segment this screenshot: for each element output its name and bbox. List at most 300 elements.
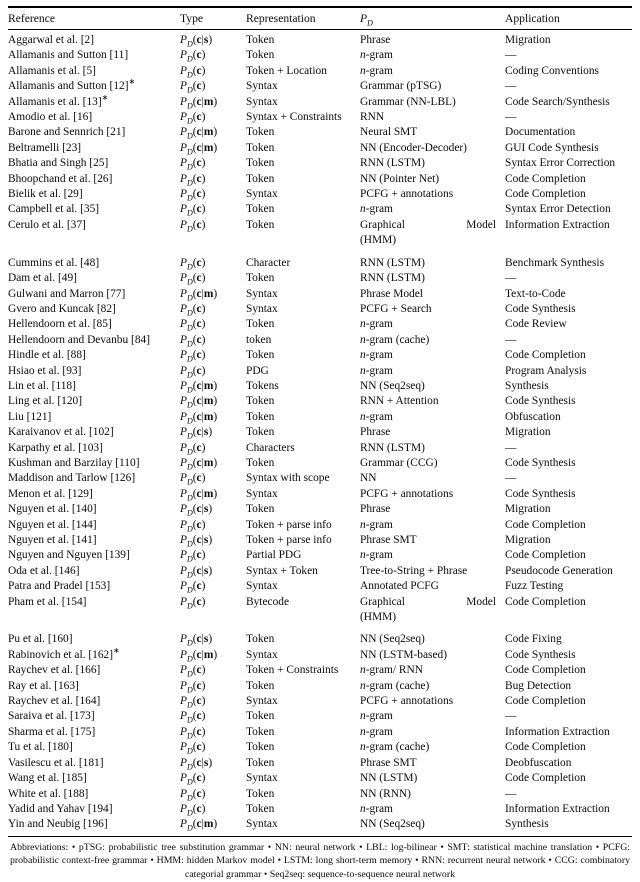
cell-representation: Syntax — [246, 487, 278, 500]
cell-model: NN — [360, 472, 377, 485]
cell-reference: Nguyen and Nguyen [139] — [8, 549, 130, 562]
cell-type: $P_D(c|s)$ — [180, 564, 213, 580]
cell-model: n-gram — [360, 203, 393, 216]
cell-reference: Bhatia and Singh [25] — [8, 157, 109, 170]
cell-type: $P_D(c)$ — [180, 157, 206, 172]
cell-model: Phrase — [360, 34, 391, 46]
cell-model: Phrase Model — [360, 287, 423, 300]
cell-application: Syntax Error Correction — [505, 157, 616, 170]
cell-application: Code Fixing — [505, 633, 562, 646]
cell-model: n-gram — [360, 802, 393, 815]
cell-application: Migration — [505, 503, 551, 516]
cell-reference: Campbell et al. [35] — [8, 203, 100, 216]
cell-representation: Syntax — [246, 287, 278, 300]
cell-model: PCFG + annotations — [360, 188, 454, 201]
cell-reference: Tu et al. [180] — [8, 741, 73, 754]
cell-reference: Allamanis et al. [5] — [8, 64, 96, 77]
cell-application: Code Completion — [505, 188, 586, 201]
cell-model: Phrase SMT — [360, 534, 417, 546]
cell-model: n-gram — [360, 710, 393, 723]
cell-type: $P_D(c)$ — [180, 172, 206, 187]
cell-representation: Token — [246, 787, 275, 800]
table-row — [8, 548, 632, 563]
cell-type: $P_D(c)$ — [180, 741, 206, 756]
cell-model: RNN (LSTM) — [360, 272, 425, 285]
table-row — [8, 156, 632, 171]
cell-reference: Cerulo et al. [37] — [8, 218, 86, 231]
table-row — [8, 364, 632, 379]
cell-type: $P_D(c|m)$ — [180, 379, 218, 395]
cell-application: Bug Detection — [505, 679, 572, 692]
cell-representation: PDG — [246, 364, 269, 377]
cell-application: — — [505, 472, 517, 485]
col-header-application: Application — [505, 7, 632, 30]
col-header-model: $P_D$ — [360, 7, 505, 30]
table-row — [8, 141, 632, 156]
cell-application: — — [505, 80, 517, 93]
cell-application: Migration — [505, 534, 551, 546]
cell-application: Code Search/Synthesis — [505, 95, 610, 108]
cell-type: $P_D(c|s)$ — [180, 633, 213, 648]
table-row — [8, 218, 632, 256]
table-row — [8, 756, 632, 771]
cell-model: n-gram — [360, 364, 393, 377]
cell-type: $P_D(c|s)$ — [180, 534, 213, 549]
cell-type: $P_D(c)$ — [180, 802, 206, 818]
cell-reference: Allamanis and Sutton [11] — [8, 49, 129, 62]
cell-type: $P_D(c)$ — [180, 272, 206, 287]
cell-model: n-gram — [360, 725, 393, 738]
cell-reference: Rabinovich et al. [162]∗ — [8, 647, 120, 661]
cell-type: $P_D(c|s)$ — [180, 34, 213, 49]
cell-type: $P_D(c)$ — [180, 188, 206, 203]
cell-application: Benchmark Synthesis — [505, 256, 605, 269]
cell-model: n-gram — [360, 549, 393, 562]
cell-type: $P_D(c|s)$ — [180, 426, 213, 441]
cell-application: Code Synthesis — [505, 456, 576, 469]
table-row — [8, 172, 632, 187]
cell-type: $P_D(c)$ — [180, 787, 206, 802]
table-row — [8, 787, 632, 802]
cell-reference: Maddison and Tarlow [126] — [8, 472, 136, 485]
abbreviations-note: Abbreviations: • pTSG: probabilistic tree substitution grammar • NN: neural network • LBL: log-bilinear • SMT: statistical machine translation • PCFG: probabilistic context-free grammar • HMM: hidden Markov model • LSTM: long short-term memory • RNN: recurrent neural network • CCG: combinatory categorial grammar • Seq2seq: sequence-to-sequence neural network — [10, 841, 630, 880]
cell-type: $P_D(c)$ — [180, 710, 206, 725]
table-row — [8, 110, 632, 125]
cell-representation: Token — [246, 426, 275, 439]
cell-type: $P_D(c)$ — [180, 64, 206, 80]
table-row — [8, 125, 632, 140]
cell-type: $P_D(c|s)$ — [180, 503, 213, 518]
cell-representation: Token — [246, 410, 275, 423]
cell-application: — — [505, 272, 517, 285]
cell-model: n-gram — [360, 518, 393, 531]
cell-representation: Token + Location — [246, 64, 327, 77]
cell-model: PCFG + annotations — [360, 487, 454, 500]
cell-application: — — [505, 787, 517, 800]
table-row — [8, 287, 632, 302]
cell-reference: Yin and Neubig [196] — [8, 818, 108, 831]
table-row — [8, 425, 632, 440]
cell-representation: Syntax — [246, 772, 278, 785]
cell-representation: Token — [246, 126, 275, 139]
cell-type: $P_D(c|m)$ — [180, 95, 218, 110]
cell-application: Documentation — [505, 126, 576, 139]
cell-type: $P_D(c)$ — [180, 518, 206, 533]
cell-model: n-gram — [360, 49, 393, 62]
cell-type: $P_D(c)$ — [180, 218, 206, 234]
cell-application: Code Completion — [505, 518, 586, 531]
cell-type: $P_D(c)$ — [180, 333, 206, 348]
cell-reference: Patra and Pradel [153] — [8, 580, 111, 593]
table-row — [8, 64, 632, 79]
cell-model: Grammar (CCG) — [360, 456, 438, 469]
cell-reference: Nguyen et al. [140] — [8, 503, 97, 516]
col-header-representation: Representation — [246, 7, 360, 30]
cell-model: Graphical Model (HMM) — [360, 218, 496, 247]
cell-type: $P_D(c)$ — [180, 364, 206, 379]
table-row — [8, 348, 632, 363]
cell-reference: Raychev et al. [164] — [8, 695, 101, 708]
cell-model: Grammar (pTSG) — [360, 80, 442, 93]
table-row — [8, 595, 632, 633]
cell-model: NN (Pointer Net) — [360, 172, 440, 185]
cell-representation: Token — [246, 503, 275, 516]
cell-representation: Syntax — [246, 80, 278, 93]
cell-reference: Ray et al. [163] — [8, 679, 79, 692]
cell-type: $P_D(c|s)$ — [180, 756, 213, 771]
cell-application: Information Extraction — [505, 218, 610, 231]
cell-application: GUI Code Synthesis — [505, 141, 599, 154]
cell-representation: Token — [246, 203, 275, 216]
cell-reference: Nguyen et al. [144] — [8, 518, 97, 531]
cell-reference: White et al. [188] — [8, 787, 89, 800]
cell-reference: Bielik et al. [29] — [8, 188, 83, 201]
table-row — [8, 802, 632, 817]
cell-representation: Token + parse info — [246, 518, 332, 531]
cell-reference: Hindle et al. [88] — [8, 349, 86, 362]
cell-application: Code Completion — [505, 595, 586, 608]
cell-model: RNN — [360, 111, 385, 124]
cell-representation: Token — [246, 741, 275, 754]
cell-reference: Karpathy et al. [103] — [8, 441, 103, 454]
cell-representation: Syntax — [246, 95, 278, 108]
cell-application: Code Synthesis — [505, 302, 576, 315]
cell-type: $P_D(c)$ — [180, 472, 206, 487]
cell-reference: Amodio et al. [16] — [8, 111, 93, 124]
table-row — [8, 564, 632, 579]
cell-application: — — [505, 333, 517, 346]
cell-type: $P_D(c)$ — [180, 725, 206, 741]
table-row — [8, 317, 632, 332]
cell-representation: token — [246, 333, 272, 346]
cell-type: $P_D(c)$ — [180, 203, 206, 218]
cell-type: $P_D(c)$ — [180, 49, 206, 64]
cell-representation: Token — [246, 157, 275, 170]
cell-application: Synthesis — [505, 818, 549, 831]
cell-model: n-gram/ RNN — [360, 664, 423, 677]
cell-model: NN (LSTM-based) — [360, 648, 447, 661]
cell-reference: Saraiva et al. [173] — [8, 710, 95, 723]
cell-reference: Hsiao et al. [93] — [8, 364, 82, 377]
cell-model: Phrase — [360, 503, 391, 516]
cell-type: $P_D(c|m)$ — [180, 487, 218, 503]
table-row — [8, 202, 632, 217]
cell-application: Migration — [505, 34, 551, 46]
cell-representation: Characters — [246, 441, 295, 454]
table-row — [8, 817, 632, 836]
cell-application: Code Review — [505, 318, 567, 331]
cell-model: n-gram — [360, 410, 393, 423]
cell-application: Code Synthesis — [505, 648, 576, 661]
cell-model: n-gram — [360, 64, 393, 77]
cell-application: Code Completion — [505, 772, 586, 785]
cell-representation: Token — [246, 710, 275, 723]
table-row — [8, 394, 632, 409]
cell-representation: Bytecode — [246, 595, 290, 608]
cell-model: Grammar (NN-LBL) — [360, 95, 456, 108]
cell-representation: Token — [246, 349, 275, 362]
cell-reference: Pu et al. [160] — [8, 633, 73, 646]
cell-application: Text-to-Code — [505, 287, 566, 300]
cell-representation: Token — [246, 141, 275, 154]
table-row — [8, 48, 632, 63]
cell-reference: Aggarwal et al. [2] — [8, 34, 95, 46]
cell-application: Code Completion — [505, 172, 586, 185]
table-row — [8, 471, 632, 486]
cell-model: RNN + Attention — [360, 395, 439, 408]
cell-application: Code Synthesis — [505, 487, 576, 500]
cell-representation: Syntax — [246, 302, 278, 315]
cell-type: $P_D(c|m)$ — [180, 126, 218, 141]
cell-application: Information Extraction — [505, 725, 610, 738]
cell-type: $P_D(c|m)$ — [180, 287, 218, 302]
cell-reference: Allamanis et al. [13]∗ — [8, 94, 109, 108]
cell-reference: Liu [121] — [8, 410, 52, 423]
survey-table — [8, 6, 632, 837]
table-row — [8, 410, 632, 425]
cell-model: NN (RNN) — [360, 787, 411, 800]
table-row — [8, 187, 632, 202]
cell-model: n-gram — [360, 349, 393, 362]
table-row — [8, 709, 632, 724]
cell-reference: Karaivanov et al. [102] — [8, 426, 114, 439]
cell-type: $P_D(c|m)$ — [180, 456, 218, 472]
cell-application: Code Completion — [505, 349, 586, 362]
cell-application: Coding Conventions — [505, 64, 599, 77]
cell-type: $P_D(c)$ — [180, 302, 206, 318]
table-row — [8, 518, 632, 533]
cell-type: $P_D(c)$ — [180, 318, 206, 333]
cell-representation: Token — [246, 172, 275, 185]
cell-representation: Token — [246, 272, 275, 285]
cell-model: PCFG + Search — [360, 302, 432, 315]
cell-application: Code Completion — [505, 695, 586, 708]
cell-reference: Beltramelli [23] — [8, 141, 82, 154]
cell-representation: Token + parse info — [246, 534, 332, 546]
cell-reference: Pham et al. [154] — [8, 595, 87, 608]
cell-type: $P_D(c)$ — [180, 595, 206, 610]
cell-reference: Bhoopchand et al. [26] — [8, 172, 113, 185]
table-row — [8, 663, 632, 678]
cell-representation: Token + Constraints — [246, 664, 339, 677]
table-row — [8, 441, 632, 456]
cell-model: NN (Seq2seq) — [360, 379, 425, 392]
cell-application: Migration — [505, 426, 551, 439]
table-row — [8, 740, 632, 755]
cell-type: $P_D(c)$ — [180, 441, 206, 456]
cell-representation: Syntax — [246, 695, 278, 708]
cell-type: $P_D(c)$ — [180, 580, 206, 595]
cell-type: $P_D(c|m)$ — [180, 648, 218, 664]
cell-model: NN (LSTM) — [360, 772, 418, 785]
table-row — [8, 95, 632, 110]
cell-representation: Syntax with scope — [246, 472, 330, 485]
cell-model: RNN (LSTM) — [360, 441, 425, 454]
cell-model: Tree-to-String + Phrase — [360, 564, 468, 577]
cell-representation: Token — [246, 633, 275, 646]
cell-reference: Gvero and Kuncak [82] — [8, 302, 116, 315]
cell-application: Pseudocode Generation — [505, 564, 613, 577]
col-header-type: Type — [180, 7, 246, 30]
cell-reference: Oda et al. [146] — [8, 564, 80, 577]
table-row — [8, 679, 632, 694]
table-row — [8, 533, 632, 548]
cell-type: $P_D(c|m)$ — [180, 410, 218, 426]
cell-type: $P_D(c)$ — [180, 664, 206, 679]
cell-type: $P_D(c)$ — [180, 111, 206, 126]
cell-type: $P_D(c)$ — [180, 80, 206, 95]
cell-reference: Barone and Sennrich [21] — [8, 126, 126, 139]
table-row — [8, 333, 632, 348]
cell-reference: Yadid and Yahav [194] — [8, 802, 113, 815]
cell-application: Code Completion — [505, 549, 586, 562]
cell-representation: Syntax — [246, 580, 278, 593]
cell-type: $P_D(c)$ — [180, 349, 206, 364]
cell-reference: Ling et al. [120] — [8, 395, 83, 408]
cell-application: — — [505, 111, 517, 124]
cell-type: $P_D(c)$ — [180, 256, 206, 271]
cell-reference: Wang et al. [185] — [8, 772, 87, 785]
cell-type: $P_D(c|m)$ — [180, 141, 218, 157]
cell-model: NN (Encoder-Decoder) — [360, 141, 467, 154]
cell-application: — — [505, 441, 517, 454]
cell-representation: Token — [246, 318, 275, 331]
cell-representation: Token — [246, 756, 275, 769]
cell-reference: Allamanis and Sutton [12]∗ — [8, 79, 136, 93]
cell-type: $P_D(c)$ — [180, 695, 206, 710]
cell-representation: Syntax — [246, 818, 278, 831]
cell-reference: Vasilescu et al. [181] — [8, 756, 104, 769]
cell-model: Phrase — [360, 426, 391, 439]
cell-application: — — [505, 49, 517, 62]
table-row — [8, 579, 632, 594]
cell-application: Synthesis — [505, 379, 549, 392]
cell-reference: Menon et al. [129] — [8, 487, 93, 500]
cell-representation: Token — [246, 218, 275, 231]
cell-type: $P_D(c|m)$ — [180, 395, 218, 410]
cell-representation: Token — [246, 395, 275, 408]
cell-application: Code Completion — [505, 664, 586, 677]
cell-representation: Token — [246, 679, 275, 692]
cell-application: Code Completion — [505, 741, 586, 754]
cell-representation: Syntax — [246, 188, 278, 201]
cell-model: n-gram — [360, 318, 393, 331]
cell-representation: Token — [246, 802, 275, 815]
cell-representation: Token — [246, 34, 275, 46]
cell-reference: Raychev et al. [166] — [8, 664, 101, 677]
cell-model: n-gram (cache) — [360, 679, 430, 692]
cell-type: $P_D(c|m)$ — [180, 818, 218, 833]
cell-representation: Syntax + Token — [246, 564, 318, 577]
table-row — [8, 271, 632, 286]
cell-representation: Syntax — [246, 648, 278, 661]
cell-reference: Hellendoorn and Devanbu [84] — [8, 333, 151, 346]
cell-reference: Gulwani and Marron [77] — [8, 287, 126, 300]
cell-representation: Tokens — [246, 379, 279, 392]
table-row — [8, 487, 632, 502]
cell-application: Syntax Error Detection — [505, 203, 611, 216]
table-row — [8, 771, 632, 786]
col-header-reference: Reference — [8, 7, 180, 30]
cell-application: Information Extraction — [505, 802, 610, 815]
cell-reference: Lin et al. [118] — [8, 379, 76, 392]
cell-application: Program Analysis — [505, 364, 587, 377]
cell-representation: Character — [246, 256, 291, 269]
table-row — [8, 632, 632, 647]
cell-model: Neural SMT — [360, 126, 418, 139]
table-body — [8, 30, 632, 837]
cell-model: RNN (LSTM) — [360, 157, 425, 170]
cell-model: Phrase SMT — [360, 756, 417, 769]
cell-representation: Partial PDG — [246, 549, 302, 562]
cell-model: PCFG + annotations — [360, 695, 454, 708]
cell-application: Fuzz Testing — [505, 580, 564, 593]
cell-representation: Token — [246, 456, 275, 469]
table-row — [8, 456, 632, 471]
cell-model: NN (Seq2seq) — [360, 633, 425, 646]
cell-model: RNN (LSTM) — [360, 256, 425, 269]
table-row — [8, 694, 632, 709]
cell-representation: Token — [246, 49, 275, 62]
cell-type: $P_D(c)$ — [180, 679, 206, 694]
cell-reference: Sharma et al. [175] — [8, 725, 96, 738]
table-row — [8, 30, 632, 49]
table-row — [8, 79, 632, 94]
cell-application: — — [505, 710, 517, 723]
cell-model: Graphical Model (HMM) — [360, 595, 496, 624]
table-row — [8, 302, 632, 317]
cell-application: Deobfuscation — [505, 756, 572, 769]
cell-reference: Cummins et al. [48] — [8, 256, 100, 269]
cell-reference: Hellendoorn et al. [85] — [8, 318, 112, 331]
table-row — [8, 725, 632, 740]
cell-application: Code Synthesis — [505, 395, 576, 408]
table-row — [8, 256, 632, 271]
cell-type: $P_D(c)$ — [180, 549, 206, 564]
table-row — [8, 648, 632, 663]
cell-representation: Token — [246, 725, 275, 738]
cell-type: $P_D(c)$ — [180, 772, 206, 787]
table-row — [8, 502, 632, 517]
cell-model: n-gram (cache) — [360, 333, 430, 346]
cell-representation: Syntax + Constraints — [246, 111, 342, 124]
cell-model: NN (Seq2seq) — [360, 818, 425, 831]
cell-application: Obfuscation — [505, 410, 561, 423]
cell-reference: Kushman and Barzilay [110] — [8, 456, 140, 469]
cell-reference: Nguyen et al. [141] — [8, 534, 97, 546]
table-row — [8, 379, 632, 394]
cell-reference: Dam et al. [49] — [8, 272, 77, 285]
